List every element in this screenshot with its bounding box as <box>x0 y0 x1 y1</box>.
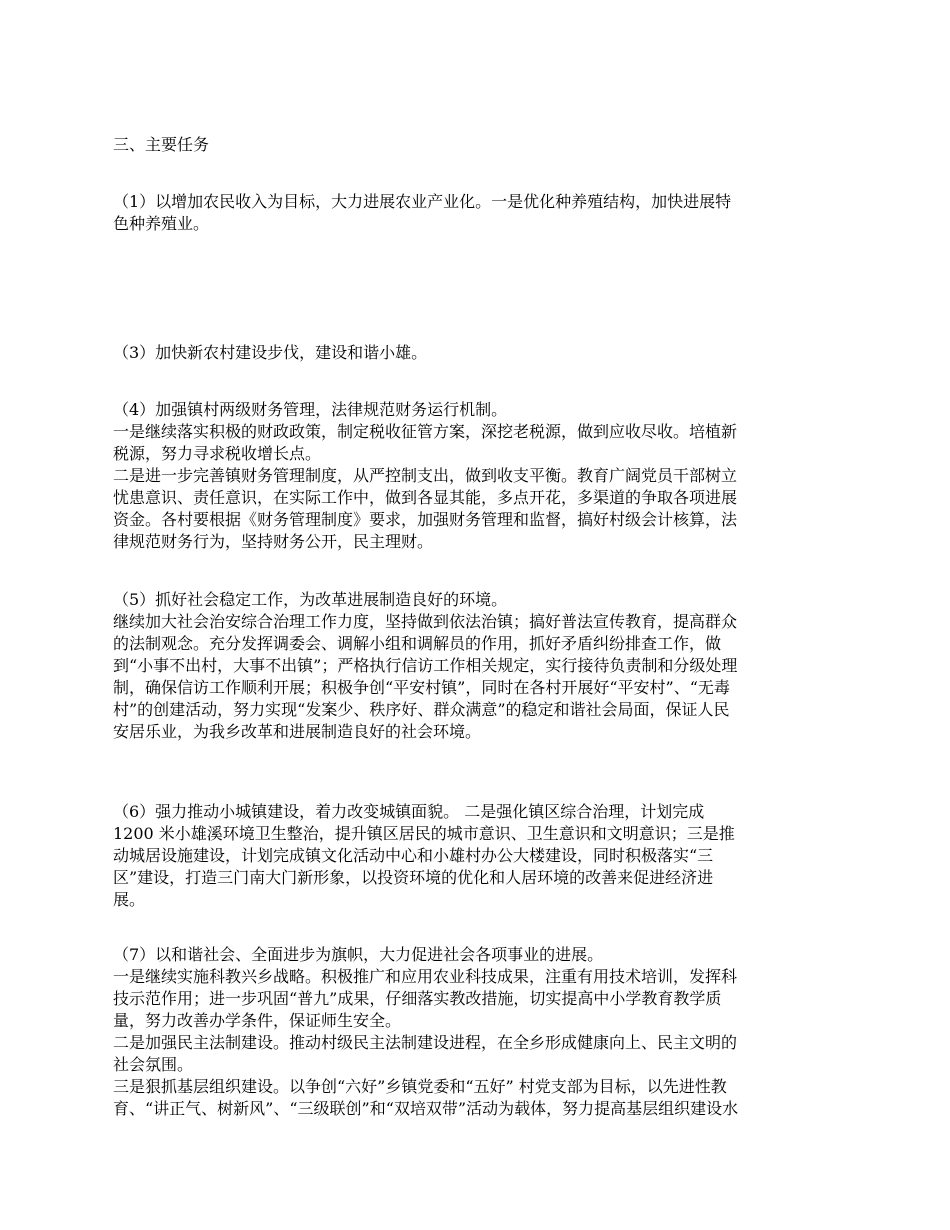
paragraph-line: 的法制观念。充分发挥调委会、调解小组和调解员的作用，抓好矛盾纠纷排查工作，做 <box>113 634 722 653</box>
paragraph-line: 1200 米小雄溪环境卫生整治，提升镇区居民的城市意识、卫生意识和文明意识；三是推 <box>113 824 735 843</box>
paragraph-line: 区”建设，打造三门南大门新形象，以投资环境的优化和人居环境的改善来促进经济进 <box>113 868 714 887</box>
paragraph-line: 资金。各村要根据《财务管理制度》要求，加强财务管理和监督，搞好村级会计核算，法 <box>113 510 738 529</box>
paragraph-line: 继续加大社会治安综合治理工作力度，坚持做到依法治镇；搞好普法宣传教育，提高群众 <box>113 612 738 631</box>
paragraph-item-7 <box>113 944 841 1120</box>
paragraph-line: 村”的创建活动，努力实现“发案少、秩序好、群众满意”的稳定和谐社会局面，保证人民 <box>113 700 730 719</box>
paragraph-line: 二是加强民主法制建设。推动村级民主法制建设进程，在全乡形成健康向上、民主文明的 <box>113 1033 738 1052</box>
paragraph-item-5 <box>113 589 841 743</box>
document-page <box>113 0 841 1230</box>
paragraph-line: 二是进一步完善镇财务管理制度，从严控制支出，做到收支平衡。教育广阔党员干部树立 <box>113 466 738 485</box>
paragraph-line: （7）以和谐社会、全面进步为旗帜，大力促进社会各项事业的进展。 <box>113 945 604 964</box>
paragraph-line: 展。 <box>113 890 146 909</box>
paragraph-line: 育、“讲正气、树新风”、“三级联创”和“双培双带”活动为载体，努力提高基层组织建设水 <box>113 1099 739 1118</box>
paragraph-line: （6）强力推动小城镇建设，着力改变城镇面貌。 二是强化镇区综合治理，计划完成 <box>113 802 705 821</box>
paragraph-line: 色种养殖业。 <box>113 214 210 233</box>
paragraph-item-1 <box>113 191 841 235</box>
paragraph-line: 制，确保信访工作顺利开展；积极争创“平安村镇”，同时在各村开展好“平安村”、“无毒 <box>113 678 730 697</box>
paragraph-line: 量，努力改善办学条件，保证师生安全。 <box>113 1011 402 1030</box>
paragraph-line: 到“小事不出村，大事不出镇”；严格执行信访工作相关规定，实行接待负责制和分级处理 <box>113 656 738 675</box>
paragraph-item-6 <box>113 801 841 911</box>
paragraph-item-3 <box>113 342 841 364</box>
paragraph-line: 一是继续落实积极的财政政策，制定税收征管方案，深挖老税源，做到应收尽收。培植新 <box>113 422 738 441</box>
section-title <box>113 134 841 156</box>
paragraph-line: 动城居设施建设，计划完成镇文化活动中心和小雄村办公大楼建设，同时积极落实“三 <box>113 846 714 865</box>
section-title-text: 三、主要任务 <box>113 135 210 154</box>
paragraph-line: 社会氛围。 <box>113 1055 194 1074</box>
paragraph-line: （1）以增加农民收入为目标，大力进展农业产业化。一是优化种养殖结构，加快进展特 <box>113 192 732 211</box>
paragraph-line: （4）加强镇村两级财务管理，法律规范财务运行机制。 <box>113 400 508 419</box>
paragraph-line: 忧患意识、责任意识，在实际工作中，做到各显其能，多点开花，多渠道的争取各项进展 <box>113 488 738 507</box>
paragraph-item-4 <box>113 399 841 553</box>
paragraph-line: 三是狠抓基层组织建设。以争创“六好”乡镇党委和“五好” 村党支部为目标，以先进性教 <box>113 1077 727 1096</box>
paragraph-line: （5）抓好社会稳定工作，为改革进展制造良好的环境。 <box>113 590 508 609</box>
paragraph-line: 安居乐业，为我乡改革和进展制造良好的社会环境。 <box>113 722 482 741</box>
paragraph-line: 一是继续实施科教兴乡战略。积极推广和应用农业科技成果，注重有用技术培训，发挥科 <box>113 967 738 986</box>
paragraph-line: 律规范财务行为，坚持财务公开，民主理财。 <box>113 532 434 551</box>
paragraph-line: （3）加快新农村建设步伐，建设和谐小雄。 <box>113 343 428 362</box>
paragraph-line: 技示范作用；进一步巩固“普九”成果，仔细落实教改措施，切实提高中小学教育教学质 <box>113 989 722 1008</box>
paragraph-line: 税源，努力寻求税收增长点。 <box>113 444 322 463</box>
